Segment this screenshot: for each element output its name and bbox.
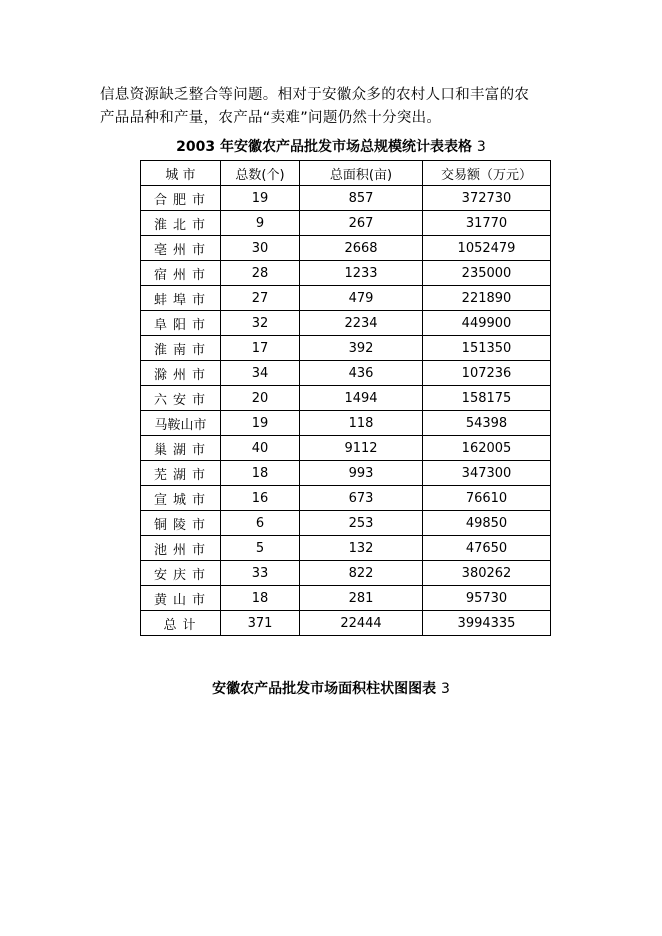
cell-turnover: 49850 — [423, 511, 551, 536]
cell-city: 蚌埠市 — [141, 286, 221, 311]
cell-turnover: 162005 — [423, 436, 551, 461]
table-row — [141, 461, 551, 486]
cell-count: 18 — [221, 461, 300, 486]
cell-area: 673 — [300, 486, 423, 511]
cell-count: 34 — [221, 361, 300, 386]
cell-area: 9112 — [300, 436, 423, 461]
table-row — [141, 536, 551, 561]
table-header-row — [141, 161, 551, 186]
header-city: 城 市 — [141, 161, 221, 186]
cell-count: 19 — [221, 186, 300, 211]
cell-count: 17 — [221, 336, 300, 361]
cell-turnover: 95730 — [423, 586, 551, 611]
cell-city: 亳州市 — [141, 236, 221, 261]
header-area: 总面积(亩) — [300, 161, 423, 186]
paragraph-line-1: 信息资源缺乏整合等问题。相对于安徽众多的农村人口和丰富的农 — [100, 87, 530, 103]
cell-city: 六安市 — [141, 386, 221, 411]
cell-city: 宣城市 — [141, 486, 221, 511]
cell-count: 30 — [221, 236, 300, 261]
cell-turnover: 221890 — [423, 286, 551, 311]
cell-city: 芜湖市 — [141, 461, 221, 486]
cell-area: 2668 — [300, 236, 423, 261]
cell-turnover: 372730 — [423, 186, 551, 211]
cell-turnover: 3994335 — [423, 611, 551, 636]
chart-caption-text: 安徽农产品批发市场面积柱状图图表 — [212, 681, 437, 697]
table-row — [141, 486, 551, 511]
header-count: 总数(个) — [221, 161, 300, 186]
paragraph-line-2: 产品品种和产量，农产品“卖难”问题仍然十分突出。 — [100, 110, 442, 126]
cell-count: 27 — [221, 286, 300, 311]
cell-city: 巢湖市 — [141, 436, 221, 461]
cell-city: 淮南市 — [141, 336, 221, 361]
chart-caption-number: 3 — [440, 681, 450, 697]
cell-city: 淮北市 — [141, 211, 221, 236]
cell-turnover: 151350 — [423, 336, 551, 361]
cell-area: 479 — [300, 286, 423, 311]
table-row — [141, 611, 551, 636]
cell-city: 滁州市 — [141, 361, 221, 386]
table-caption-text: 2003 年安徽农产品批发市场总规模统计表表格 — [176, 139, 473, 155]
cell-count: 9 — [221, 211, 300, 236]
cell-count: 33 — [221, 561, 300, 586]
cell-city: 阜阳市 — [141, 311, 221, 336]
cell-count: 28 — [221, 261, 300, 286]
cell-city: 池州市 — [141, 536, 221, 561]
table-row — [141, 411, 551, 436]
table-row — [141, 511, 551, 536]
table-body — [141, 186, 551, 636]
table-row — [141, 336, 551, 361]
cell-count: 18 — [221, 586, 300, 611]
table-row — [141, 436, 551, 461]
cell-area: 392 — [300, 336, 423, 361]
cell-area: 1233 — [300, 261, 423, 286]
cell-area: 253 — [300, 511, 423, 536]
cell-count: 5 — [221, 536, 300, 561]
cell-turnover: 449900 — [423, 311, 551, 336]
body-paragraph — [100, 84, 580, 130]
table-caption-number: 3 — [476, 139, 486, 155]
table-row — [141, 561, 551, 586]
cell-area: 436 — [300, 361, 423, 386]
cell-city: 合肥市 — [141, 186, 221, 211]
cell-city: 宿州市 — [141, 261, 221, 286]
table-row — [141, 186, 551, 211]
cell-count: 20 — [221, 386, 300, 411]
cell-turnover: 1052479 — [423, 236, 551, 261]
table-row — [141, 211, 551, 236]
cell-area: 993 — [300, 461, 423, 486]
cell-count: 6 — [221, 511, 300, 536]
cell-count: 371 — [221, 611, 300, 636]
cell-area: 2234 — [300, 311, 423, 336]
cell-turnover: 31770 — [423, 211, 551, 236]
cell-area: 281 — [300, 586, 423, 611]
cell-count: 32 — [221, 311, 300, 336]
cell-count: 19 — [221, 411, 300, 436]
cell-turnover: 47650 — [423, 536, 551, 561]
cell-area: 1494 — [300, 386, 423, 411]
cell-count: 16 — [221, 486, 300, 511]
cell-area: 857 — [300, 186, 423, 211]
table-caption — [0, 136, 662, 156]
table-row — [141, 261, 551, 286]
cell-turnover: 54398 — [423, 411, 551, 436]
cell-city: 铜陵市 — [141, 511, 221, 536]
cell-area: 22444 — [300, 611, 423, 636]
chart-caption — [0, 678, 662, 698]
cell-turnover: 158175 — [423, 386, 551, 411]
cell-turnover: 235000 — [423, 261, 551, 286]
table-row — [141, 236, 551, 261]
cell-city: 总计 — [141, 611, 221, 636]
table-row — [141, 361, 551, 386]
cell-turnover: 380262 — [423, 561, 551, 586]
cell-area: 267 — [300, 211, 423, 236]
cell-area: 118 — [300, 411, 423, 436]
cell-turnover: 347300 — [423, 461, 551, 486]
cell-area: 132 — [300, 536, 423, 561]
table-row — [141, 286, 551, 311]
cell-city: 马鞍山市 — [141, 411, 221, 436]
cell-count: 40 — [221, 436, 300, 461]
cell-turnover: 107236 — [423, 361, 551, 386]
header-turnover: 交易额（万元） — [423, 161, 551, 186]
market-statistics-table — [140, 160, 551, 636]
cell-city: 黄山市 — [141, 586, 221, 611]
cell-area: 822 — [300, 561, 423, 586]
table-row — [141, 586, 551, 611]
cell-turnover: 76610 — [423, 486, 551, 511]
table-row — [141, 386, 551, 411]
cell-city: 安庆市 — [141, 561, 221, 586]
table-row — [141, 311, 551, 336]
